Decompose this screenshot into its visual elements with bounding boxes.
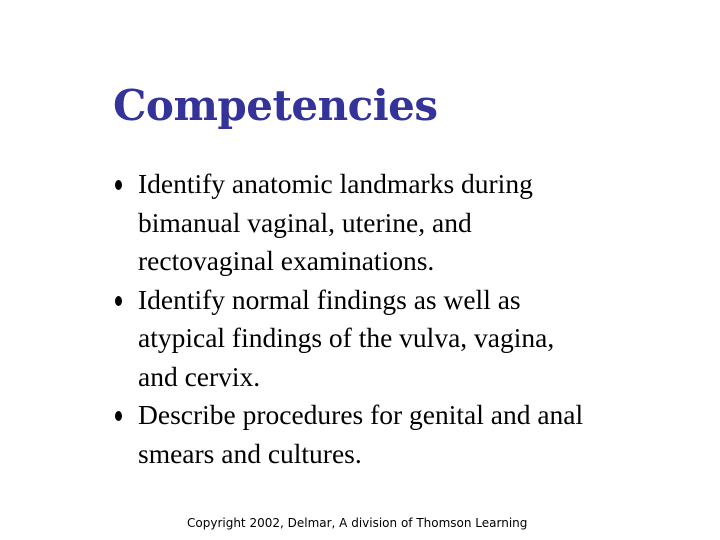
copyright-footer: Copyright 2002, Delmar, A division of Thomson Learning (187, 516, 528, 530)
bullet-text: Describe procedures for genital and anal smears and cultures. (138, 399, 584, 469)
bullet-text: Identify anatomic landmarks during bimanual vaginal, uterine, and rectovaginal examinations. (138, 168, 533, 276)
bullet-item (114, 281, 594, 397)
bullet-list (114, 165, 594, 473)
bullet-item (114, 165, 594, 281)
slide-title: Competencies (113, 81, 438, 130)
bullet-dot-icon (115, 180, 122, 190)
bullet-dot-icon (115, 296, 122, 306)
bullet-item (114, 396, 594, 473)
bullet-text: Identify normal findings as well as atypical findings of the vulva, vagina, and cervix. (138, 283, 555, 392)
bullet-dot-icon (115, 411, 122, 421)
